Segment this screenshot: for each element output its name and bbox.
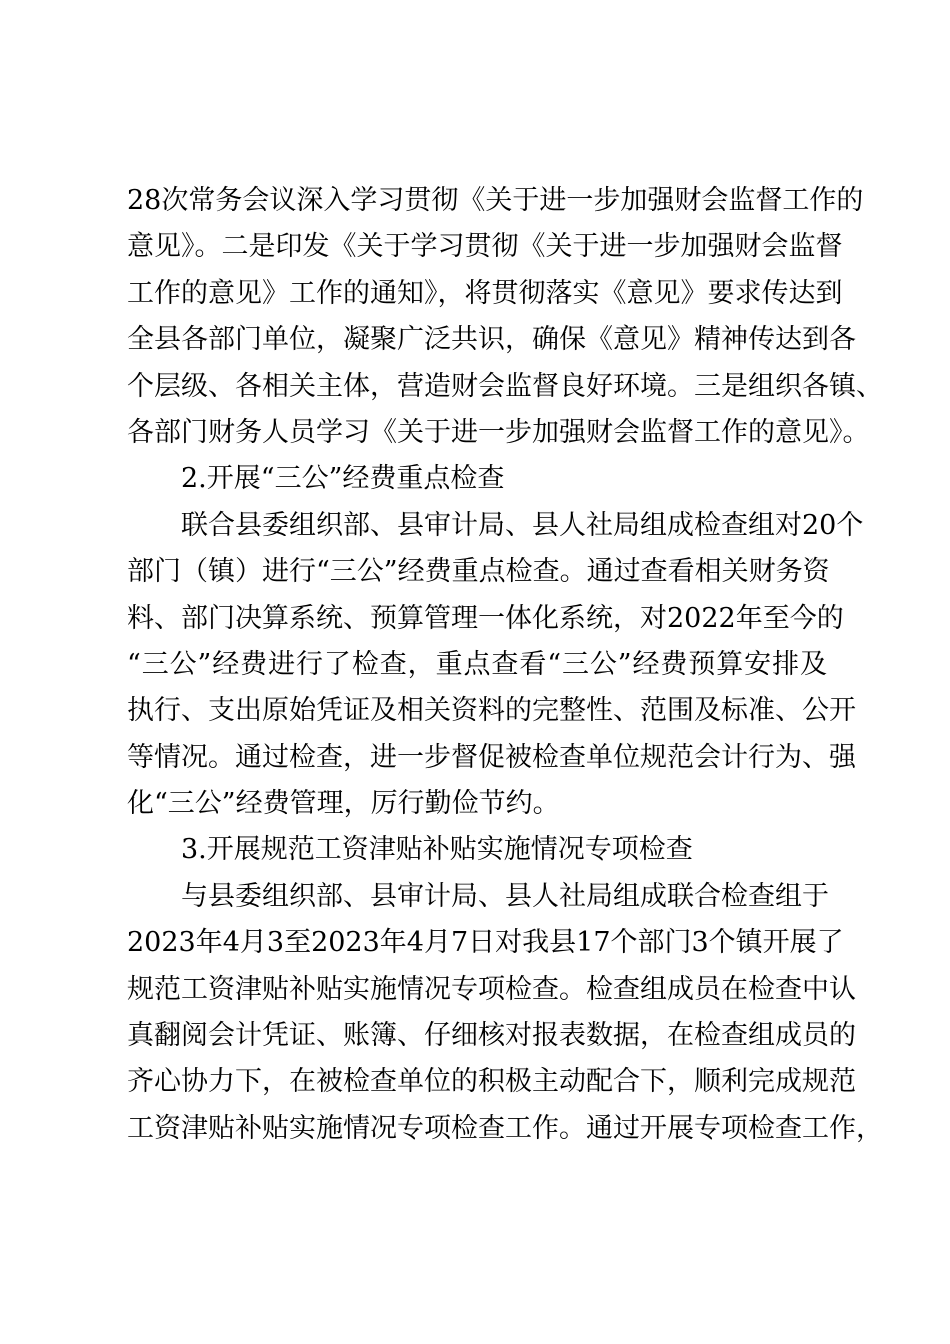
text-line: 个层级、各相关主体，营造财会监督良好环境。三是组织各镇、 [127, 370, 883, 402]
section-heading: 2.开展“三公”经费重点检查 [181, 463, 505, 495]
text-line: 各部门财务人员学习《关于进一步加强财会监督工作的意见》。 [127, 416, 870, 448]
text-line: 齐心协力下，在被检查单位的积极主动配合下，顺利完成规范 [127, 1066, 856, 1098]
text-line: 料、部门决算系统、预算管理一体化系统，对2022年至今的 [127, 602, 844, 634]
text-line: 真翻阅会计凭证、账簿、仔细核对报表数据，在检查组成员的 [127, 1020, 856, 1052]
text-line: 工资津贴补贴实施情况专项检查工作。通过开展专项检查工作， [127, 1112, 883, 1144]
section-heading: 3.开展规范工资津贴补贴实施情况专项检查 [181, 834, 693, 866]
text-line: 2023年4月3至2023年4月7日对我县17个部门3个镇开展了 [127, 927, 844, 959]
body-text [127, 178, 883, 1152]
text-line: 工作的意见》工作的通知》，将贯彻落实《意见》要求传达到 [127, 277, 843, 309]
text-line: “三公”经费进行了检查，重点查看“三公”经费预算安排及 [127, 648, 827, 680]
text-line: 化“三公”经费管理，厉行勤俭节约。 [127, 788, 560, 820]
text-line: 联合县委组织部、县审计局、县人社局组成检查组对20个 [181, 509, 864, 541]
text-line: 部门（镇）进行“三公”经费重点检查。通过查看相关财务资 [127, 556, 830, 588]
text-line: 意见》。二是印发《关于学习贯彻《关于进一步加强财会监督 [127, 231, 843, 263]
text-line: 28次常务会议深入学习贯彻《关于进一步加强财会监督工作的 [127, 185, 864, 216]
text-line: 与县委组织部、县审计局、县人社局组成联合检查组于 [181, 880, 829, 912]
text-line: 执行、支出原始凭证及相关资料的完整性、范围及标准、公开 [127, 695, 856, 727]
text-line: 全县各部门单位，凝聚广泛共识，确保《意见》精神传达到各 [127, 324, 856, 356]
text-line: 等情况。通过检查，进一步督促被检查单位规范会计行为、强 [127, 741, 856, 773]
text-line: 规范工资津贴补贴实施情况专项检查。检查组成员在检查中认 [127, 973, 856, 1005]
